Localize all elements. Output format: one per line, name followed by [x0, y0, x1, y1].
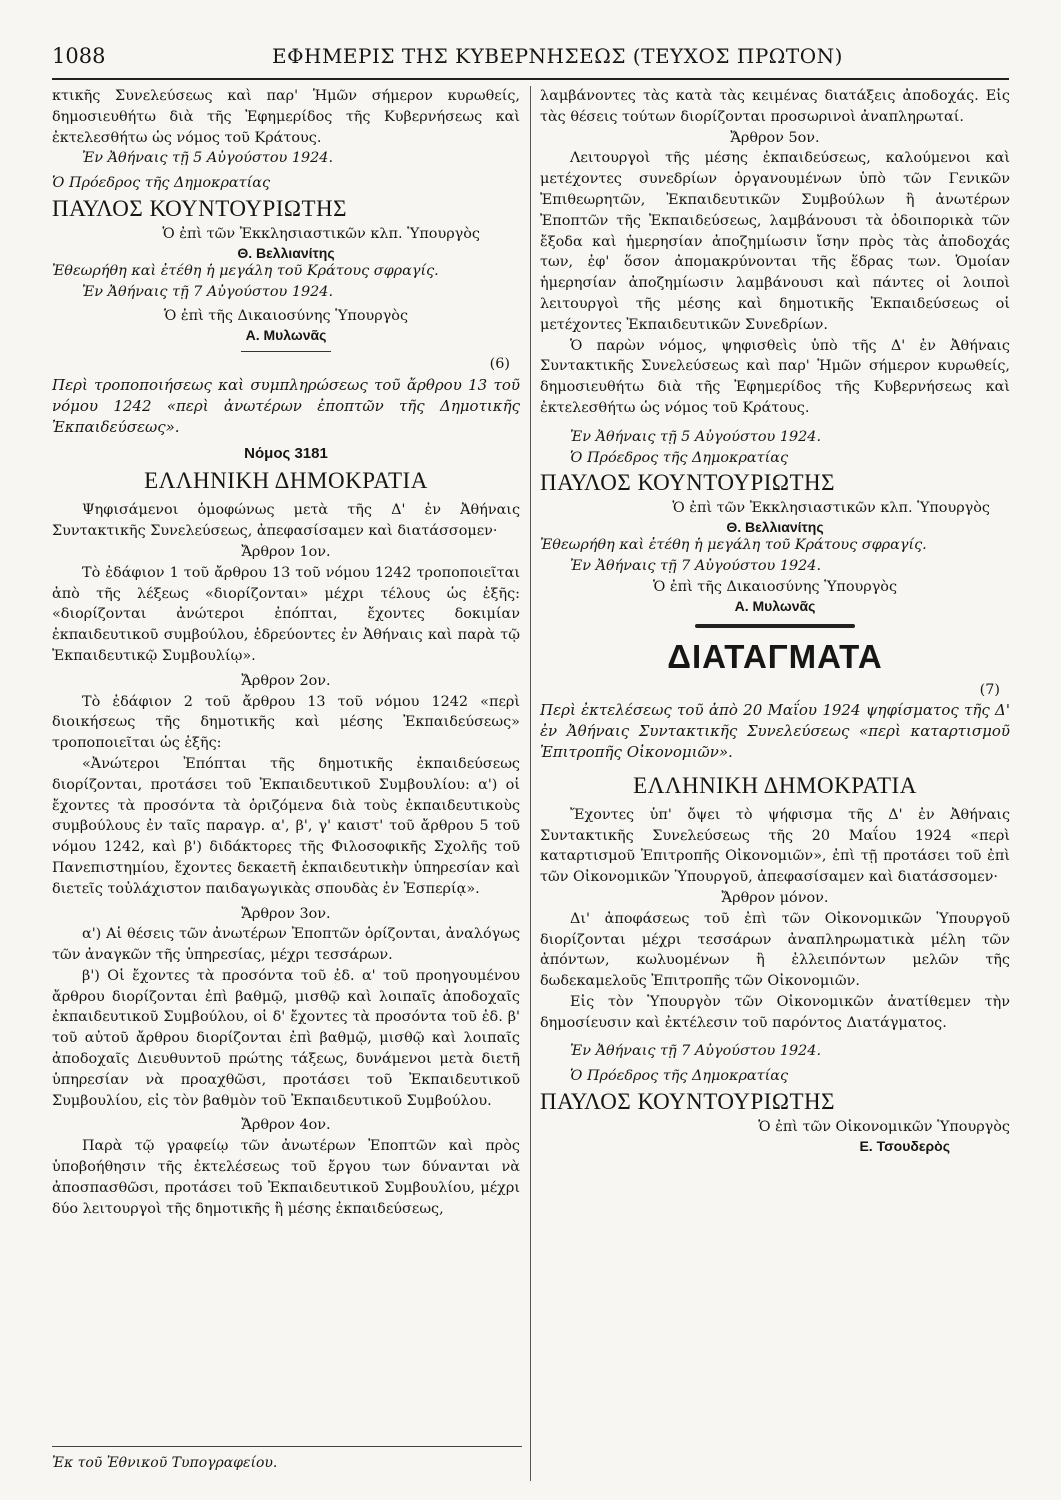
right-president-name: ΠΑΥΛΟΣ ΚΟΥΝΤΟΥΡΙΩΤΗΣ	[540, 470, 836, 496]
decrees-section-title: ΔΙΑΤΑΓΜΑΤΑ	[667, 637, 883, 675]
printer-footer: Ἐκ τοῦ Ἐθνικοῦ Τυπογραφείου.	[52, 1455, 278, 1471]
left-president-title: Ὁ Πρόεδρος τῆς Δημοκρατίας	[52, 175, 271, 192]
law-closing: Ὁ παρὼν νόμος, ψηφισθεὶς ὑπὸ τῆς Δ' ἐν Ἀθήναις Συντακτικῆς Συνελεύσεως καὶ παρ' Ἡμῶν σήμερον κυρωθείς, δημοσιευθήτω διὰ τῆς Ἐφημερίδος τῆς Κυβερνήσεως καὶ ἐκτελεσθήτω ὡς νόμος τοῦ Κράτους.	[540, 337, 1010, 416]
law-preamble: Ψηφισάμενοι ὁμοφώνως μετὰ τῆς Δ' ἐν Ἀθήναις Συντακτικῆς Συνελεύσεως, ἀπεφασίσαμεν καὶ διατάσσομεν·	[52, 502, 520, 540]
decree-article-text-2: Εἰς τὸν Ὑπουργὸν τῶν Οἰκονομικῶν ἀνατίθεμεν τὴν δημοσίευσιν καὶ ἐκτέλεσιν τοῦ παρόντος Διατάγματος.	[540, 993, 1010, 1031]
divider-rule	[241, 351, 331, 352]
decree-article-text-1: Δι' ἀποφάσεως τοῦ ἐπὶ τῶν Οἰκονομικῶν Ὑπουργοῦ διορίζονται μέχρι τεσσάρων ἀναπληρωματικὰ μέλη τῶν ἀπόντων, κωλυομένων ἢ ἐλλειπόντων μελῶν τῆς δωδεκαμελοῦς Ἐπιτροπῆς τῶν Οἰκονομιῶν.	[540, 910, 1010, 990]
right-minister-2-name: Α. Μυλωνᾶς	[734, 597, 816, 614]
page-header	[52, 44, 1009, 74]
right-date-2: Ἐν Ἀθήναις τῇ 7 Αὐγούστου 1924.	[570, 557, 822, 574]
right-intro: λαμβάνοντες τὰς κατὰ τὰς κειμένας διατάξεις ἀποδοχάς. Εἰς τὰς θέσεις τούτων διορίζονται προσωρινοὶ ἀναπληρωταί.	[540, 88, 1010, 125]
article-1-text: Τὸ ἐδάφιον 1 τοῦ ἄρθρου 13 τοῦ νόμου 1242 τροποποιεῖται ἀπὸ τῆς λέξεως «διορίζονται» μέχρι τέλους ὡς ἑξῆς: «διορίζονται ἀνώτεροι ἐπόπται, ἔχοντες δοκιμίαν ἐκπαιδευτικοῦ συμβούλου, ἑδρεύοντες ἐν Ἀθήναις καὶ παρὰ τῷ Ἐκπαιδευτικῷ Συμβουλίῳ».	[52, 564, 520, 664]
article-3-text-2: β') Οἱ ἔχοντες τὰ προσόντα τοῦ ἐδ. α' τοῦ προηγουμένου ἄρθρου διορίζονται ἐπὶ βαθμῷ, μισθῷ καὶ λοιπαῖς ἀποδοχαῖς ἐκπαιδευτικοῦ Συμβούλου, οἱ δ' ἔχοντες τὰ προσόντα τοῦ ἐδ. β' τοῦ αὐτοῦ ἄρθρου διορίζονται ἐπὶ βαθμῷ, μισθῷ καὶ λοιπαῖς ἀποδοχαῖς Διευθυντοῦ πρώτης τάξεως, δυνάμενοι μετὰ διετῆ ὑπηρεσίαν νὰ προαχθῶσι, προτάσει τοῦ Ἐκπαιδευτικοῦ Συμβουλίου, εἰς τὸν βαθμὸν τοῦ Ἐκπαιδευτικοῦ Συμβούλου.	[52, 967, 520, 1109]
article-4-title: Ἄρθρον 4ον.	[241, 1117, 331, 1134]
law-number: Νόμος 3181	[244, 445, 328, 463]
page-number: 1088	[52, 44, 106, 68]
left-column	[52, 86, 520, 1219]
doc-number-7: (7)	[979, 681, 1000, 698]
left-date-1: Ἐν Ἀθήναις τῇ 5 Αὐγούστου 1924.	[82, 150, 334, 167]
left-minister-2-name: Α. Μυλωνᾶς	[245, 327, 327, 344]
right-republic-heading: ΕΛΛΗΝΙΚΗ ΔΗΜΟΚΡΑΤΙΑ	[633, 772, 917, 798]
right-date-3: Ἐν Ἀθήναις τῇ 7 Αὐγούστου 1924.	[570, 1043, 822, 1060]
law-subject: Περὶ τροποποιήσεως καὶ συμπληρώσεως τοῦ ἄρθρου 13 τοῦ νόμου 1242 «περὶ ἀνωτέρων ἐποπτῶν τῆς Δημοτικῆς Ἐκπαιδεύσεως».	[52, 375, 520, 436]
article-3-title: Ἄρθρον 3ον.	[241, 905, 331, 922]
column-divider	[530, 86, 531, 1481]
right-minister-1-name: Θ. Βελλιανίτης	[726, 519, 824, 536]
footer-rule	[52, 1446, 522, 1447]
doc-number-6: (6)	[489, 356, 510, 373]
article-5-title: Ἄρθρον 5ον.	[730, 129, 820, 146]
article-5-text: Λειτουργοὶ τῆς μέσης ἐκπαιδεύσεως, καλούμενοι καὶ μετέχοντες συνεδρίων ὀργανουμένων ὑπὸ τῶν Γενικῶν Ἐπιθεωρητῶν, Ἐκπαιδευτικῶν Συμβούλων ἢ ἀνωτέρων Ἐποπτῶν τῆς Ἐκπαιδεύσεως, λαμβάνουσι τὰ ὁδοιπορικὰ τῶν ἔξοδα καὶ ἡμερησίαν ἀποζημίωσιν ἴσην πρὸς τὰς ἀποδοχάς των, ἐφ' ὅσον ἀπομακρύνονται τῆς ἕδρας των. Ὁμοίαν ἡμερησίαν ἀποζημίωσιν λαμβάνουσι καὶ πάντες οἱ λοιποὶ λειτουργοὶ τῆς μέσης καὶ δημοτικῆς Ἐκπαιδεύσεως οἱ μετέχοντες Ἐκπαιδευτικῶν Συνεδρίων.	[540, 150, 1010, 333]
left-minister-2-title: Ὁ ἐπὶ τῆς Δικαιοσύνης Ὑπουργὸς	[163, 308, 409, 325]
right-president-2-title: Ὁ Πρόεδρος τῆς Δημοκρατίας	[570, 1068, 789, 1085]
right-minister-1-title: Ὁ ἐπὶ τῶν Ἐκκλησιαστικῶν κλπ. Ὑπουργὸς	[672, 500, 990, 517]
gazette-title: ΕΦΗΜΕΡΙΣ ΤΗΣ ΚΥΒΕΡΝΗΣΕΩΣ (ΤΕΥΧΟΣ ΠΡΩΤΟΝ)	[272, 44, 843, 68]
right-date-1: Ἐν Ἀθήναις τῇ 5 Αὐγούστου 1924.	[570, 428, 822, 445]
right-minister-3-name: Ε. Τσουδερὸς	[859, 1137, 950, 1154]
right-president-title: Ὁ Πρόεδρος τῆς Δημοκρατίας	[570, 449, 789, 466]
article-3-text-1: α') Αἱ θέσεις τῶν ἀνωτέρων Ἐποπτῶν ὁρίζονται, ἀναλόγως τῶν ἀναγκῶν τῆς ὑπηρεσίας, μέχρι τεσσάρων.	[52, 926, 520, 964]
decorative-rule	[695, 624, 855, 628]
decree-preamble: Ἔχοντες ὑπ' ὄψει τὸ ψήφισμα τῆς Δ' ἐν Ἀθήναις Συντακτικῆς Συνελεύσεως τῆς 20 Μαΐου 1924 «περὶ καταρτισμοῦ Ἐπιτροπῆς Οἰκονομιῶν», ἐπὶ τῇ προτάσει τοῦ ἐπὶ τῶν Οἰκονομικῶν Ὑπουργοῦ, ἀπεφασίσαμεν καὶ διατάσσομεν·	[540, 806, 1010, 886]
left-date-2: Ἐν Ἀθήναις τῇ 7 Αὐγούστου 1924.	[82, 283, 334, 300]
left-minister-1-title: Ὁ ἐπὶ τῶν Ἐκκλησιαστικῶν κλπ. Ὑπουργὸς	[162, 225, 480, 242]
right-column	[540, 86, 1010, 1154]
article-2-text-2: «Ἀνώτεροι Ἐπόπται τῆς δημοτικῆς ἐκπαιδεύσεως διορίζονται, προτάσει τοῦ Ἐκπαιδευτικοῦ Συμβουλίου: α') οἱ ἔχοντες τὰ προσόντα τὰ ὁριζόμενα διὰ τοὺς ἐκπαιδευτικοὺς συμβούλους ἐν ταῖς παραγρ. α', β', γ' καιστ' τοῦ ἄρθρου 5 τοῦ νόμου 1242, καὶ β') διδάκτορες τῆς Φιλοσοφικῆς Σχολῆς τοῦ Πανεπιστημίου, ἔχοντες δεκαετῆ ἐκπαιδευτικὴν ὑπηρεσίαν καὶ διετεῖς τοὐλάχιστον παιδαγωγικὰς σπουδὰς ἐν Ἑσπερίᾳ».	[52, 755, 520, 897]
article-2-text-1: Τὸ ἐδάφιον 2 τοῦ ἄρθρου 13 τοῦ νόμου 1242 «περὶ διοικήσεως τῆς δημοτικῆς καὶ μέσης Ἐκπαιδεύσεως» τροποποιεῖται ὡς ἑξῆς:	[52, 693, 520, 752]
right-seal-note: Ἐθεωρήθη καὶ ἐτέθη ἡ μεγάλη τοῦ Κράτους σφραγίς.	[540, 537, 927, 554]
left-minister-1-name: Θ. Βελλιανίτης	[237, 244, 335, 261]
article-2-title: Ἄρθρον 2ον.	[241, 672, 331, 689]
right-president-2-name: ΠΑΥΛΟΣ ΚΟΥΝΤΟΥΡΙΩΤΗΣ	[540, 1089, 836, 1115]
right-minister-2-title: Ὁ ἐπὶ τῆς Δικαιοσύνης Ὑπουργὸς	[652, 578, 898, 595]
decree-subject: Περὶ ἐκτελέσεως τοῦ ἀπὸ 20 Μαΐου 1924 ψηφίσματος τῆς Δ' ἐν Ἀθήναις Συντακτικῆς Συνελεύσεως «περὶ καταρτισμοῦ Ἐπιτροπῆς Οἰκονομιῶν».	[540, 701, 1010, 761]
left-seal-note: Ἐθεωρήθη καὶ ἐτέθη ἡ μεγάλη τοῦ Κράτους σφραγίς.	[52, 262, 439, 279]
article-1-title: Ἄρθρον 1ον.	[241, 543, 331, 560]
left-president-name: ΠΑΥΛΟΣ ΚΟΥΝΤΟΥΡΙΩΤΗΣ	[52, 195, 348, 221]
decree-article-title: Ἄρθρον μόνον.	[721, 889, 829, 906]
left-intro: κτικῆς Συνελεύσεως καὶ παρ' Ἡμῶν σήμερον κυρωθείς, δημοσιευθήτω διὰ τῆς Ἐφημερίδος τῆς Κυβερνήσεως καὶ ἐκτελεσθήτω ὡς νόμος τοῦ Κράτους.	[52, 88, 520, 146]
left-republic-heading: ΕΛΛΗΝΙΚΗ ΔΗΜΟΚΡΑΤΙΑ	[144, 468, 428, 494]
article-4-text: Παρὰ τῷ γραφείῳ τῶν ἀνωτέρων Ἐποπτῶν καὶ πρὸς ὑποβοήθησιν τῆς ἐκτελέσεως τοῦ ἔργου των δύνανται νὰ ἀποσπασθῶσι, προτάσει τοῦ Ἐκπαιδευτικοῦ Συμβουλίου, μέχρι δύο λειτουργοὶ τῆς δημοτικῆς ἢ μέσης ἐκπαιδεύσεως,	[52, 1138, 520, 1217]
header-rule	[52, 78, 1009, 80]
right-minister-3-title: Ὁ ἐπὶ τῶν Οἰκονομικῶν Ὑπουργὸς	[758, 1119, 1010, 1136]
